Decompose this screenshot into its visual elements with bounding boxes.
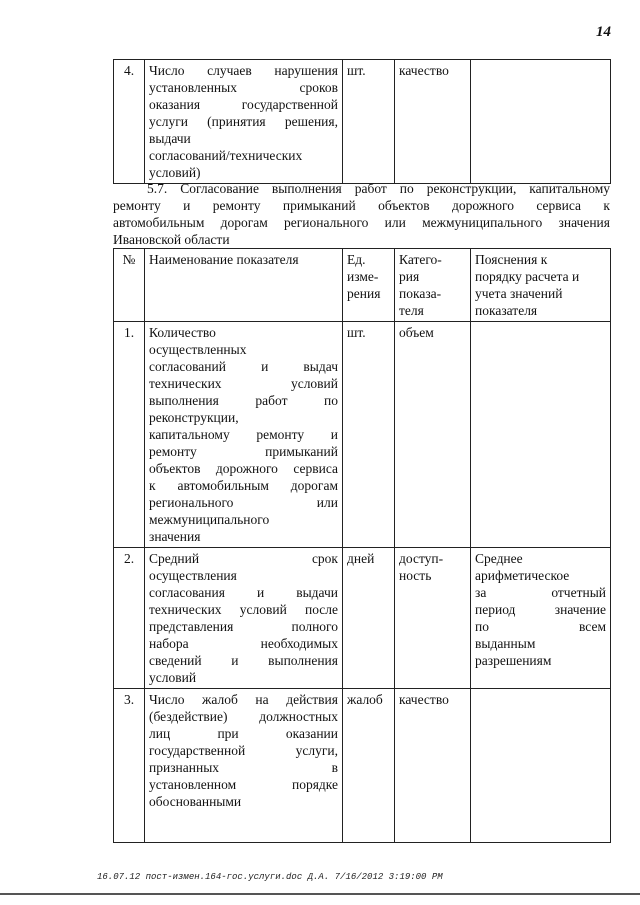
indicators-table bbox=[113, 248, 611, 843]
row-number: 2. bbox=[114, 548, 145, 689]
explanation-cell bbox=[471, 60, 611, 184]
table-row bbox=[114, 689, 611, 843]
row-number: 3. bbox=[114, 689, 145, 843]
category-cell: качество bbox=[395, 689, 471, 843]
explanation-cell bbox=[471, 322, 611, 548]
page-number: 14 bbox=[596, 24, 611, 40]
indicator-name: Число случаев нарушения установленных сроков оказания государственной услуги (принятия решения, выдачи согласований/технических условий) bbox=[145, 60, 343, 184]
header-number: № bbox=[114, 249, 145, 322]
unit-cell: жалоб bbox=[343, 689, 395, 843]
explanation-cell: Среднее арифметическое за отчетный период значение по всем выданным разрешениям bbox=[471, 548, 611, 689]
indicator-name: Число жалоб на действия (бездействие) должностных лиц при оказании государственной услуги, признанных в установленном порядке обоснованными bbox=[145, 689, 343, 843]
table-row bbox=[114, 548, 611, 689]
row-number: 4. bbox=[114, 60, 145, 184]
category-cell: доступ- ность bbox=[395, 548, 471, 689]
table-row bbox=[114, 60, 611, 184]
indicators-table-continued bbox=[113, 59, 611, 184]
unit-cell: дней bbox=[343, 548, 395, 689]
header-category: Катего- рия показа- теля bbox=[395, 249, 471, 322]
explanation-cell bbox=[471, 689, 611, 843]
section-heading: 5.7. Согласование выполнения работ по реконструкции, капитальному ремонту и ремонту примыканий объектов дорожного сервиса к автомобильным дорогам регионального или межмуниципального значения Ивановской области bbox=[113, 181, 610, 247]
indicator-name: Количество осуществленных согласований и выдач технических условий выполнения работ по реконструкции, капитальному ремонту и ремонту примыканий объектов дорожного сервиса к автомобильным дорогам регионального или межмуниципального значения bbox=[145, 322, 343, 548]
category-cell: объем bbox=[395, 322, 471, 548]
document-footer: 16.07.12 пост-измен.164-гос.услуги.doc Д.А. 7/16/2012 3:19:00 PM bbox=[97, 872, 443, 882]
unit-cell: шт. bbox=[343, 60, 395, 184]
header-explanation: Пояснения к порядку расчета и учета значений показателя bbox=[471, 249, 611, 322]
unit-cell: шт. bbox=[343, 322, 395, 548]
header-unit: Ед. изме- рения bbox=[343, 249, 395, 322]
category-cell: качество bbox=[395, 60, 471, 184]
table-header-row bbox=[114, 249, 611, 322]
row-number: 1. bbox=[114, 322, 145, 548]
page-bottom-rule bbox=[0, 893, 640, 895]
header-name: Наименование показателя bbox=[145, 249, 343, 322]
indicator-name: Средний срок осуществления согласования и выдачи технических условий после представления полного набора необходимых сведений и выполнения условий bbox=[145, 548, 343, 689]
table-row bbox=[114, 322, 611, 548]
